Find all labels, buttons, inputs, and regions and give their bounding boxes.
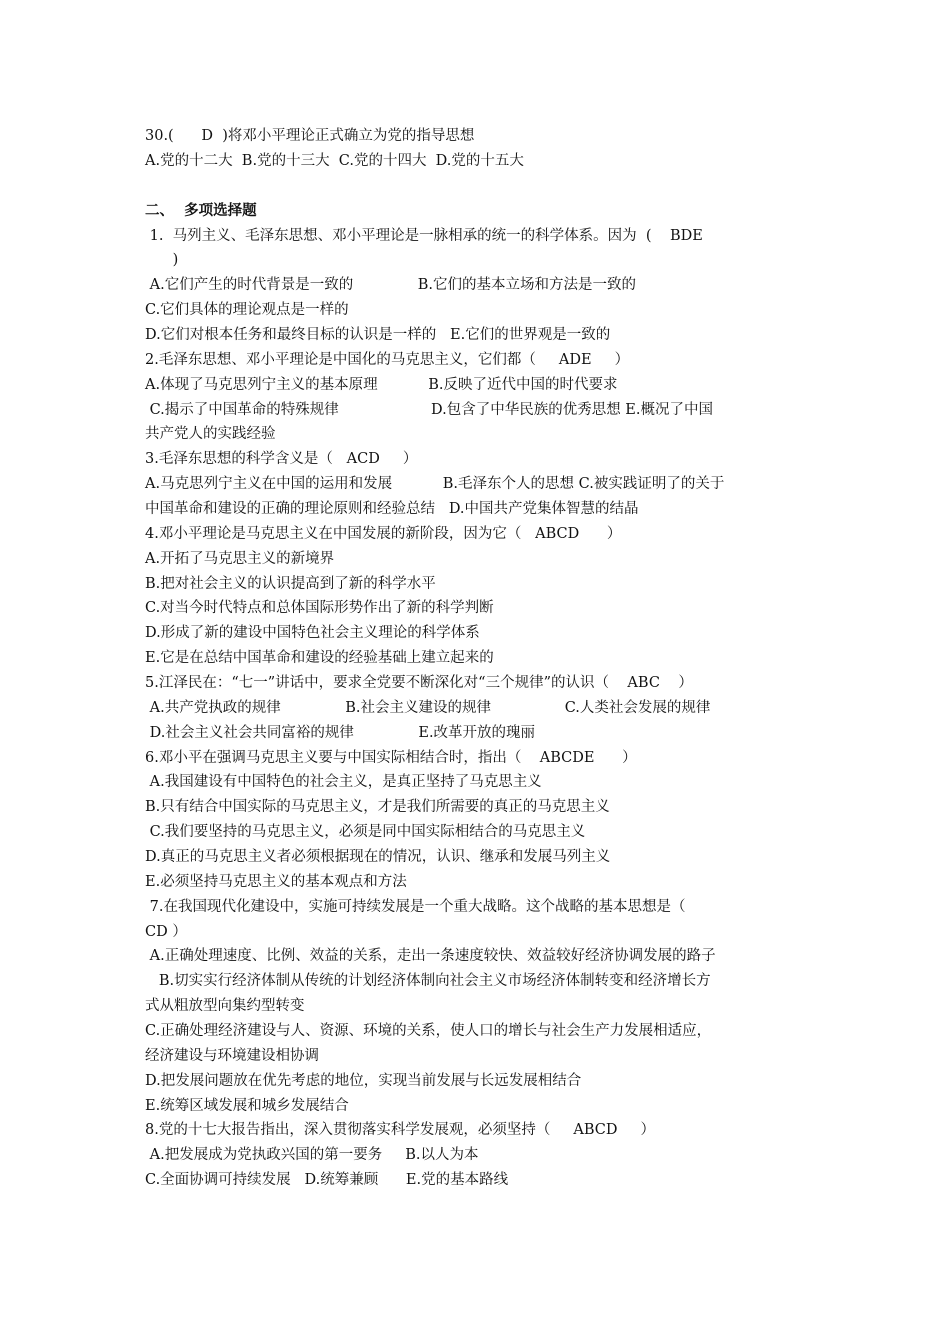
question-7-option-b-cont: 式从粗放型向集约型转变 [145, 998, 305, 1014]
question-4-option-a: A.开拓了马克思主义的新境界 [145, 551, 335, 567]
question-7-stem: 7.在我国现代化建设中，实施可持续发展是一个重大战略。这个战略的基本思想是（ [145, 899, 686, 915]
question-3-options-cont: 中国革命和建设的正确的理论原则和经验总结 D.中国共产党集体智慧的结晶 [145, 501, 639, 517]
question-8-stem: 8.党的十七大报告指出，深入贯彻落实科学发展观，必须坚持（ ABCD ） [145, 1122, 656, 1138]
question-7-option-a: A.正确处理速度、比例、效益的关系，走出一条速度较快、效益较好经济协调发展的路子 [145, 948, 716, 964]
question-7-option-c-cont: 经济建设与环境建设相协调 [145, 1048, 319, 1064]
question-3-options-abc: A.马克思列宁主义在中国的运用和发展 B.毛泽东个人的思想 C.被实践证明了的关于 [145, 476, 725, 492]
question-8-options-cde: C.全面协调可持续发展 D.统筹兼顾 E.党的基本路线 [145, 1172, 509, 1188]
question-30-options: A.党的十二大 B.党的十三大 C.党的十四大 D.党的十五大 [145, 153, 524, 169]
question-7-option-c: C.正确处理经济建设与人、资源、环境的关系，使人口的增长与社会生产力发展相适应， [145, 1023, 712, 1039]
question-1-options-ab: A.它们产生的时代背景是一致的 B.它们的基本立场和方法是一致的 [145, 277, 636, 293]
question-30-stem: 30.( D )将邓小平理论正式确立为党的指导思想 [145, 128, 475, 144]
question-5-options-abc: A.共产党执政的规律 B.社会主义建设的规律 C.人类社会发展的规律 [145, 700, 711, 716]
question-4-option-b: B.把对社会主义的认识提高到了新的科学水平 [145, 576, 436, 592]
question-1-stem-cont: ) [145, 252, 179, 268]
question-5-stem: 5.江泽民在：“七一”讲话中，要求全党要不断深化对“三个规律”的认识（ ABC ） [145, 675, 693, 691]
question-7-option-b: B.切实实行经济体制从传统的计划经济体制向社会主义市场经济体制转变和经济增长方 [145, 973, 711, 989]
question-2-options-cde: C.揭示了中国革命的特殊规律 D.包含了中华民族的优秀思想 E.概况了中国 [145, 402, 713, 418]
question-4-option-e: E.它是在总结中国革命和建设的经验基础上建立起来的 [145, 650, 494, 666]
question-4-stem: 4.邓小平理论是马克思主义在中国发展的新阶段，因为它（ ABCD ） [145, 526, 622, 542]
question-1-option-c: C.它们具体的理论观点是一样的 [145, 302, 349, 318]
question-4-option-c: C.对当今时代特点和总体国际形势作出了新的科学判断 [145, 600, 494, 616]
question-6-option-e: E.必须坚持马克思主义的基本观点和方法 [145, 874, 407, 890]
question-7-option-e: E.统筹区域发展和城乡发展结合 [145, 1098, 349, 1114]
question-1-options-de: D.它们对根本任务和最终目标的认识是一样的 E.它们的世界观是一致的 [145, 327, 611, 343]
question-8-options-ab: A.把发展成为党执政兴国的第一要务 B.以人为本 [145, 1147, 479, 1163]
question-6-option-a: A.我国建设有中国特色的社会主义，是真正坚持了马克思主义 [145, 774, 542, 790]
question-3-stem: 3.毛泽东思想的科学含义是（ ACD ） [145, 451, 418, 467]
question-6-stem: 6.邓小平在强调马克思主义要与中国实际相结合时，指出（ ABCDE ） [145, 750, 637, 766]
question-6-option-d: D.真正的马克思主义者必须根据现在的情况，认识、继承和发展马列主义 [145, 849, 611, 865]
question-2-options-ab: A.体现了马克思列宁主义的基本原理 B.反映了近代中国的时代要求 [145, 377, 618, 393]
question-2-options-cont: 共产党人的实践经验 [145, 426, 276, 442]
question-5-options-de: D.社会主义社会共同富裕的规律 E.改革开放的瑰丽 [145, 725, 536, 741]
question-2-stem: 2.毛泽东思想、邓小平理论是中国化的马克思主义，它们都（ ADE ） [145, 352, 630, 368]
question-6-option-c: C.我们要坚持的马克思主义，必须是同中国实际相结合的马克思主义 [145, 824, 586, 840]
question-6-option-b: B.只有结合中国实际的马克思主义，才是我们所需要的真正的马克思主义 [145, 799, 610, 815]
question-7-answer: CD ） [145, 924, 187, 940]
section-heading-multiple-choice: 二、 多项选择题 [145, 203, 257, 219]
question-7-option-d: D.把发展问题放在优先考虑的地位，实现当前发展与长远发展相结合 [145, 1073, 582, 1089]
question-1-stem: 1. 马列主义、毛泽东思想、邓小平理论是一脉相承的统一的科学体系。因为 ( BDE [145, 228, 703, 244]
question-4-option-d: D.形成了新的建设中国特色社会主义理论的科学体系 [145, 625, 480, 641]
